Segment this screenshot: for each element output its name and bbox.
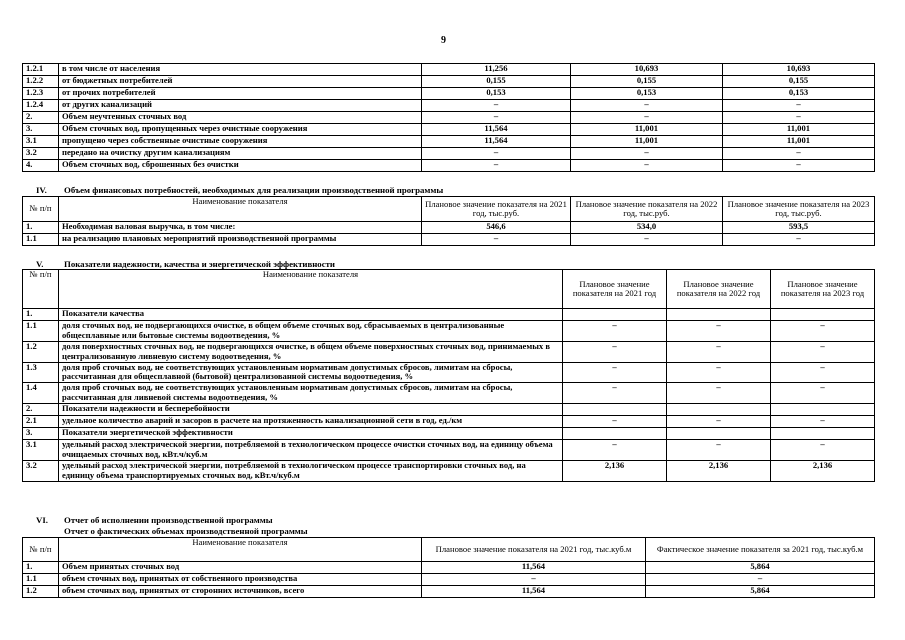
row-number: 3. <box>23 428 59 440</box>
row-value-v2: – <box>667 362 771 383</box>
section-vi-subtitle: Отчет о фактических объемах производственной программы <box>64 526 308 536</box>
row-value-v2 <box>667 404 771 416</box>
row-name: доля проб сточных вод, не соответствующих установленным нормативам допустимых сбросов, лимитам на сбросы, рассчитанная для общесплавной (бытовой) централизованной системы водоотведения, % <box>59 362 563 383</box>
row-value-v1: 11,256 <box>422 64 571 76</box>
row-value-v1 <box>563 404 667 416</box>
row-value-v1 <box>563 309 667 321</box>
col-header-2022: Плановое значение показателя на 2022 год <box>667 270 771 309</box>
row-value-v3: – <box>723 112 875 124</box>
row-value-v2: 0,155 <box>571 76 723 88</box>
row-name: доля проб сточных вод, не соответствующих установленным нормативам допустимых сбросов, лимитам на сбросы, рассчитанная для ливневой системы водоотведения, % <box>59 383 563 404</box>
section-iv-title <box>36 185 443 195</box>
row-number: 2.1 <box>23 416 59 428</box>
row-value-v3: – <box>723 148 875 160</box>
row-number: 1.2.2 <box>23 76 59 88</box>
row-value-v3: – <box>723 234 875 246</box>
row-number: 3.2 <box>23 460 59 481</box>
row-value-v1: 11,564 <box>422 586 646 598</box>
row-number: 1.3 <box>23 362 59 383</box>
section-iv-heading: Объем финансовых потребностей, необходимых для реализации производственной программы <box>64 185 444 195</box>
row-value-v2: – <box>667 341 771 362</box>
row-value-v1: 546,6 <box>422 222 571 234</box>
row-number: 4. <box>23 160 59 172</box>
row-name: в том числе от населения <box>59 64 422 76</box>
row-name: от прочих потребителей <box>59 88 422 100</box>
row-value-v3: 10,693 <box>723 64 875 76</box>
row-name: от других канализаций <box>59 100 422 112</box>
table-row <box>23 88 875 100</box>
table-row <box>23 383 875 404</box>
financial-needs-table <box>22 196 875 246</box>
table-row <box>23 428 875 440</box>
row-value-v3: – <box>771 362 875 383</box>
table-row <box>23 124 875 136</box>
col-header-num: № п/п <box>23 270 59 309</box>
row-value-v3: 0,155 <box>723 76 875 88</box>
row-number: 3.2 <box>23 148 59 160</box>
table-row <box>23 112 875 124</box>
row-number: 1. <box>23 562 59 574</box>
row-value-v2: 5,864 <box>646 562 875 574</box>
row-number: 1.1 <box>23 234 59 246</box>
section-v-number: V. <box>36 259 44 269</box>
section-vi-heading: Отчет об исполнении производственной программы <box>64 515 273 525</box>
table-row <box>23 148 875 160</box>
row-value-v2: 0,153 <box>571 88 723 100</box>
col-header-name: Наименование показателя <box>59 270 563 309</box>
row-name: Показатели энергетической эффективности <box>59 428 563 440</box>
table-row <box>23 100 875 112</box>
row-number: 1.2.3 <box>23 88 59 100</box>
row-name: удельный расход электрической энергии, потребляемой в технологическом процессе транспортировки сточных вод, на единицу объема транспортируемых сточных вод, кВт.ч/куб.м <box>59 460 563 481</box>
row-value-v3: – <box>771 383 875 404</box>
row-value-v3: 11,001 <box>723 124 875 136</box>
row-value-v3 <box>771 404 875 416</box>
row-name: пропущено через собственные очистные сооружения <box>59 136 422 148</box>
row-value-v1: – <box>563 440 667 461</box>
row-value-v3: 2,136 <box>771 460 875 481</box>
section-v-heading: Показатели надежности, качества и энергетической эффективности <box>64 259 335 269</box>
col-header-plan-2021: Плановое значение показателя на 2021 год, тыс.куб.м <box>422 538 646 562</box>
row-value-v2: 11,001 <box>571 136 723 148</box>
table-row <box>23 404 875 416</box>
row-value-v1: 11,564 <box>422 136 571 148</box>
row-value-v2: – <box>571 234 723 246</box>
row-value-v2: 534,0 <box>571 222 723 234</box>
row-name: от бюджетных потребителей <box>59 76 422 88</box>
row-value-v1: – <box>422 574 646 586</box>
table-row <box>23 562 875 574</box>
section-v-title <box>36 259 335 269</box>
row-value-v1: 2,136 <box>563 460 667 481</box>
table-row <box>23 460 875 481</box>
row-number: 3.1 <box>23 136 59 148</box>
row-value-v2: – <box>667 440 771 461</box>
row-value-v1: – <box>422 234 571 246</box>
row-value-v2: 10,693 <box>571 64 723 76</box>
col-header-num: № п/п <box>23 538 59 562</box>
row-value-v1: – <box>422 112 571 124</box>
row-value-v2 <box>667 309 771 321</box>
row-value-v1 <box>563 428 667 440</box>
row-value-v2: – <box>571 100 723 112</box>
row-value-v2: 11,001 <box>571 124 723 136</box>
reliability-table <box>22 269 875 482</box>
table-row <box>23 416 875 428</box>
col-header-2021: Плановое значение показателя на 2021 год, тыс.руб. <box>422 197 571 222</box>
row-value-v2: 5,864 <box>646 586 875 598</box>
section-vi-number: VI. <box>36 515 48 525</box>
page-number: 9 <box>441 35 446 46</box>
row-value-v1: – <box>422 100 571 112</box>
table-row <box>23 234 875 246</box>
row-value-v3: – <box>771 440 875 461</box>
row-value-v2: – <box>571 160 723 172</box>
row-value-v3: – <box>771 341 875 362</box>
col-header-fact-2021: Фактическое значение показателя за 2021 год, тыс.куб.м <box>646 538 875 562</box>
table-row <box>23 440 875 461</box>
row-value-v1: 11,564 <box>422 124 571 136</box>
volume-table <box>22 63 875 172</box>
row-name: удельный расход электрической энергии, потребляемой в технологическом процессе очистки сточных вод, на единицу объема очищаемых сточных вод, кВт.ч/куб.м <box>59 440 563 461</box>
col-header-name: Наименование показателя <box>59 538 422 562</box>
row-number: 2. <box>23 404 59 416</box>
row-value-v3: – <box>771 416 875 428</box>
row-name: доля поверхностных сточных вод, не подвергающихся очистке, в общем объеме поверхностных сточных вод, принимаемых в централизованную ливневую систему водоотведения, % <box>59 341 563 362</box>
actual-volumes-table <box>22 537 875 598</box>
row-name: объем сточных вод, принятых от собственного производства <box>59 574 422 586</box>
row-name: Необходимая валовая выручка, в том числе: <box>59 222 422 234</box>
row-value-v3: – <box>723 100 875 112</box>
row-name: Объем принятых сточных вод <box>59 562 422 574</box>
table-row <box>23 64 875 76</box>
col-header-name: Наименование показателя <box>59 197 422 222</box>
row-value-v2: – <box>571 112 723 124</box>
row-value-v1: – <box>422 148 571 160</box>
row-value-v3: 593,5 <box>723 222 875 234</box>
row-value-v2: – <box>646 574 875 586</box>
row-number: 1.2 <box>23 341 59 362</box>
row-number: 2. <box>23 112 59 124</box>
table-row <box>23 76 875 88</box>
row-value-v2: 2,136 <box>667 460 771 481</box>
col-header-2021: Плановое значение показателя на 2021 год <box>563 270 667 309</box>
row-value-v2 <box>667 428 771 440</box>
row-value-v1: 11,564 <box>422 562 646 574</box>
row-value-v1: – <box>422 160 571 172</box>
table-row <box>23 341 875 362</box>
row-value-v1: – <box>563 362 667 383</box>
col-header-2022: Плановое значение показателя на 2022 год, тыс.руб. <box>571 197 723 222</box>
row-number: 1.2 <box>23 586 59 598</box>
row-value-v2: – <box>667 416 771 428</box>
table-row <box>23 362 875 383</box>
row-name: Объем сточных вод, пропущенных через очистные сооружения <box>59 124 422 136</box>
row-value-v1: 0,155 <box>422 76 571 88</box>
row-name: на реализацию плановых мероприятий производственной программы <box>59 234 422 246</box>
col-header-2023: Плановое значение показателя на 2023 год <box>771 270 875 309</box>
row-value-v3: 0,153 <box>723 88 875 100</box>
row-name: Объем неучтенных сточных вод <box>59 112 422 124</box>
table-row <box>23 574 875 586</box>
table-row <box>23 136 875 148</box>
row-value-v1: – <box>563 416 667 428</box>
table-row <box>23 309 875 321</box>
row-value-v1: – <box>563 341 667 362</box>
row-value-v1: – <box>563 321 667 342</box>
row-value-v2: – <box>667 321 771 342</box>
row-name: Показатели надежности и бесперебойности <box>59 404 563 416</box>
row-value-v2: – <box>571 148 723 160</box>
row-number: 1.1 <box>23 574 59 586</box>
row-value-v2: – <box>667 383 771 404</box>
row-number: 1.1 <box>23 321 59 342</box>
row-name: передано на очистку другим канализациям <box>59 148 422 160</box>
row-value-v3: 11,001 <box>723 136 875 148</box>
row-name: Показатели качества <box>59 309 563 321</box>
row-value-v3 <box>771 428 875 440</box>
row-name: доля сточных вод, не подвергающихся очистке, в общем объеме сточных вод, сбрасываемых в централизованные общесплавные или бытовые системы водоотведения, % <box>59 321 563 342</box>
row-value-v1: 0,153 <box>422 88 571 100</box>
row-value-v1: – <box>563 383 667 404</box>
row-value-v3 <box>771 309 875 321</box>
table-row <box>23 586 875 598</box>
row-number: 1. <box>23 309 59 321</box>
row-number: 1.2.4 <box>23 100 59 112</box>
row-value-v3: – <box>771 321 875 342</box>
row-name: Объем сточных вод, сброшенных без очистки <box>59 160 422 172</box>
row-name: удельное количество аварий и засоров в расчете на протяженность канализационной сети в год, ед./км <box>59 416 563 428</box>
row-number: 1. <box>23 222 59 234</box>
table-row <box>23 222 875 234</box>
section-vi-title <box>36 515 273 525</box>
row-number: 3.1 <box>23 440 59 461</box>
row-name: объем сточных вод, принятых от сторонних источников, всего <box>59 586 422 598</box>
col-header-2023: Плановое значение показателя на 2023 год, тыс.руб. <box>723 197 875 222</box>
row-number: 1.4 <box>23 383 59 404</box>
row-number: 1.2.1 <box>23 64 59 76</box>
row-number: 3. <box>23 124 59 136</box>
row-value-v3: – <box>723 160 875 172</box>
section-iv-number: IV. <box>36 185 47 195</box>
table-row <box>23 321 875 342</box>
col-header-num: № п/п <box>23 197 59 222</box>
table-row <box>23 160 875 172</box>
